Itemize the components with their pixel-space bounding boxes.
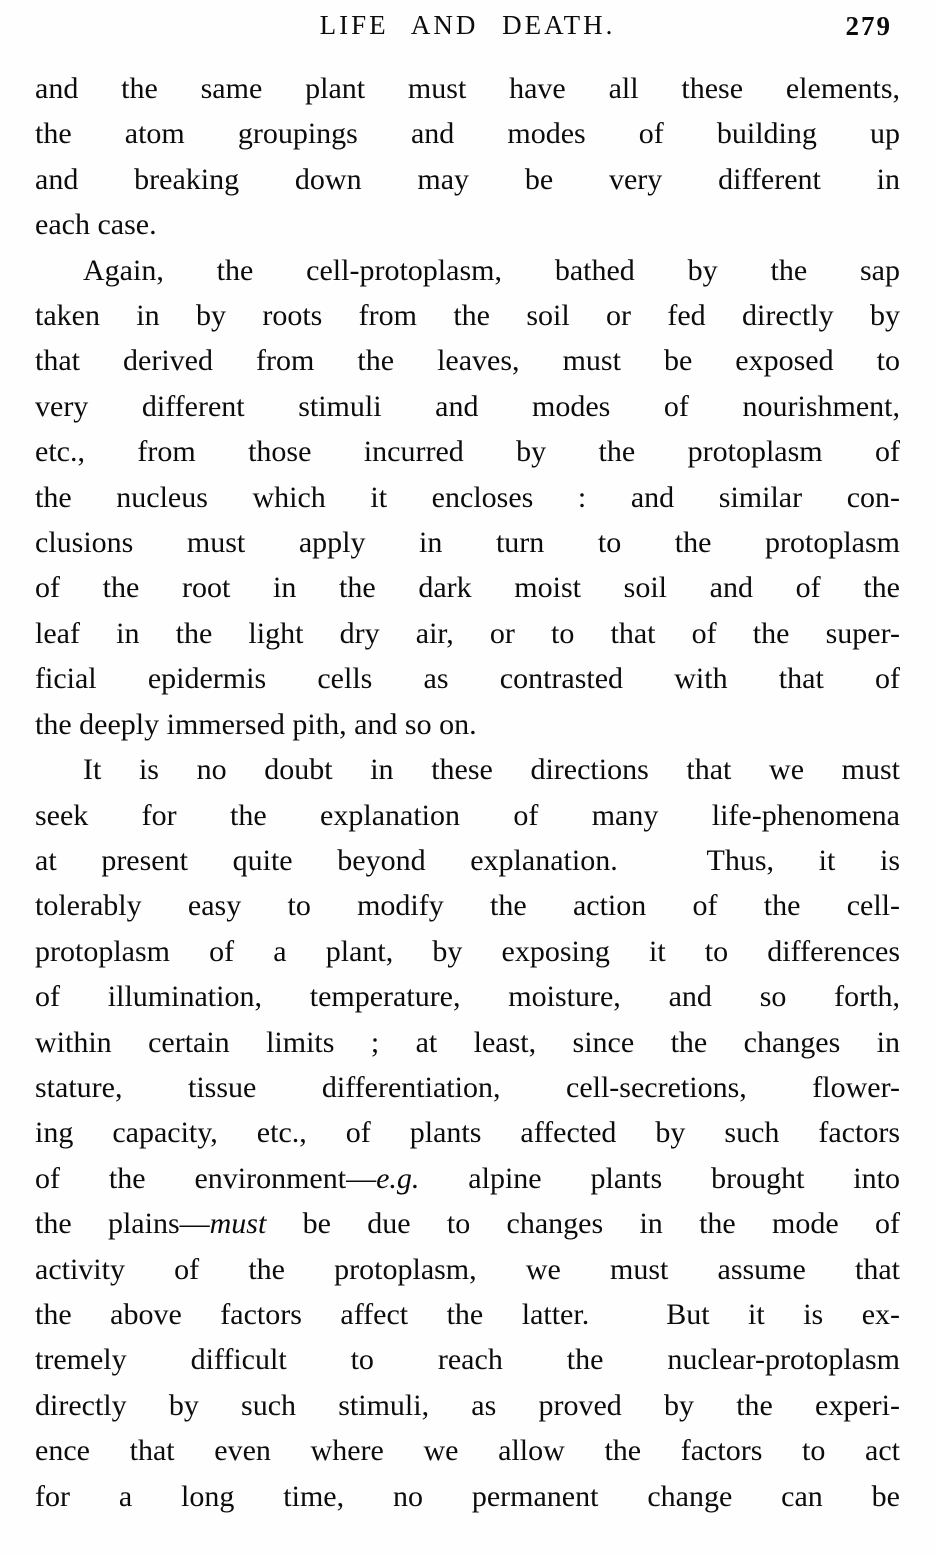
text-segment: ficial epidermis cells as contrasted with that of (35, 662, 900, 696)
text-line (35, 429, 900, 474)
text-segment: the above factors affect the latter. But it is ex- (35, 1297, 900, 1331)
text-line (35, 565, 900, 610)
text-line (35, 1383, 900, 1428)
text-segment: at present quite beyond explanation. Thus, it is (35, 843, 900, 877)
text-segment: the plains— (35, 1207, 210, 1241)
text-line (35, 202, 900, 247)
text-segment: taken in by roots from the soil or fed directly by (35, 299, 900, 333)
text-segment: of the environment— (35, 1161, 377, 1195)
text-line (35, 656, 900, 701)
text-segment: be due to changes in the mode of (266, 1207, 900, 1241)
text-line (35, 1020, 900, 1065)
text-line (35, 338, 900, 383)
text-line (35, 747, 900, 792)
text-segment: of illumination, temperature, moisture, and so forth, (35, 980, 900, 1014)
text-line (35, 1110, 900, 1155)
text-segment: clusions must apply in turn to the protoplasm (35, 526, 900, 560)
running-header (35, 10, 900, 50)
text-segment: that derived from the leaves, must be exposed to (35, 344, 900, 378)
text-segment: activity of the protoplasm, we must assume that (35, 1252, 900, 1286)
text-line (35, 157, 900, 202)
text-segment: within certain limits ; at least, since the changes in (35, 1025, 900, 1059)
text-segment: etc., from those incurred by the protoplasm of (35, 435, 900, 469)
text-line (35, 1065, 900, 1110)
text-line (35, 1156, 900, 1201)
text-segment: the atom groupings and modes of building up (35, 117, 900, 151)
text-segment-italic: must (209, 1207, 267, 1241)
text-line (35, 111, 900, 156)
text-line (35, 702, 900, 747)
text-segment: leaf in the light dry air, or to that of the super- (35, 616, 900, 650)
text-line (35, 1247, 900, 1292)
text-line (35, 611, 900, 656)
text-segment: tolerably easy to modify the action of the cell- (35, 889, 900, 923)
text-line (35, 475, 900, 520)
text-segment: very different stimuli and modes of nourishment, (35, 389, 900, 423)
text-line (35, 1292, 900, 1337)
text-line (35, 248, 900, 293)
page-title: LIFE AND DEATH. (319, 10, 616, 40)
text-line (35, 293, 900, 338)
text-segment: and breaking down may be very different in (35, 162, 900, 196)
text-segment: for a long time, no permanent change can be (35, 1479, 900, 1513)
text-segment: protoplasm of a plant, by exposing it to differences (35, 934, 900, 968)
text-line (35, 838, 900, 883)
text-line (35, 1428, 900, 1473)
text-segment: ing capacity, etc., of plants affected by such factors (35, 1116, 900, 1150)
text-line (35, 883, 900, 928)
page-number: 279 (845, 11, 892, 41)
text-segment: It is no doubt in these directions that we must (83, 753, 900, 787)
text-segment: Again, the cell-protoplasm, bathed by the sap (83, 253, 900, 287)
text-line (35, 929, 900, 974)
text-segment: ence that even where we allow the factors to act (35, 1434, 900, 1468)
text-segment-italic: e.g. (376, 1161, 420, 1195)
text-line (35, 974, 900, 1019)
text-line (35, 1337, 900, 1382)
text-segment: the deeply immersed pith, and so on. (35, 707, 477, 741)
text-line (35, 793, 900, 838)
text-segment: and the same plant must have all these elements, (35, 72, 900, 105)
text-segment: the nucleus which it encloses : and similar con- (35, 480, 900, 514)
text-line (35, 66, 900, 111)
text-line (35, 384, 900, 429)
text-line (35, 1474, 900, 1519)
text-segment: alpine plants brought into (419, 1161, 900, 1195)
text-column (35, 66, 900, 1519)
text-segment: of the root in the dark moist soil and of the (35, 571, 900, 605)
text-segment: tremely difficult to reach the nuclear-protoplasm (35, 1343, 900, 1377)
text-segment: each case. (35, 208, 157, 242)
text-line (35, 1201, 900, 1246)
text-segment: stature, tissue differentiation, cell-secretions, flower- (35, 1070, 900, 1104)
text-segment: seek for the explanation of many life-phenomena (35, 798, 900, 832)
text-line (35, 520, 900, 565)
text-segment: directly by such stimuli, as proved by the experi- (35, 1388, 900, 1422)
